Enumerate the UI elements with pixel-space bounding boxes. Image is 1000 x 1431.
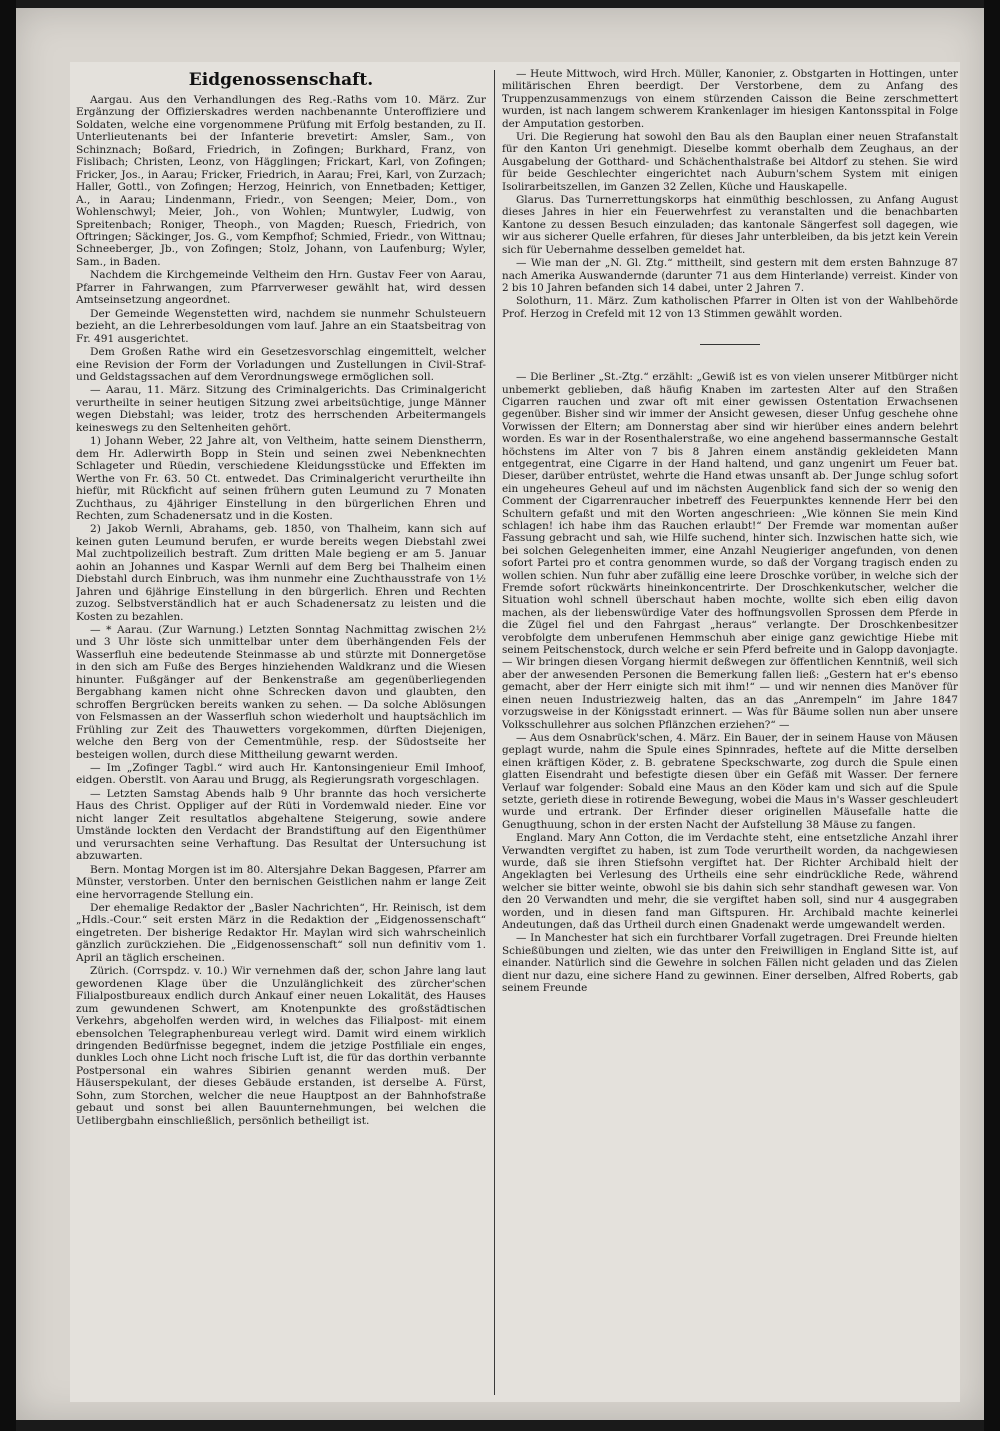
article-paragraph: Zürich. (Corrspdz. v. 10.) Wir vernehmen daß der, schon Jahre lang laut gewordenen Klage über die Unzulänglichkeit des zürcher'schen Filialpostbureaux endlich durch Ankauf einer neuen Lokalität, des Hauses zum gewundenen Schwert, am Knotenpunkte des großstädtischen Verkehrs, abgeholfen werden wird, in welches das Filialpost- mit einem ebensolchen Telegraphenbureau verlegt wird. Damit wird einem wirklich dringenden Bedürfnisse begegnet, indem die jetzige Postfiliale ein enges, dunkles Loch ohne Licht noch frische Luft ist, die für das dorthin verbannte Postpersonal ein wahres Sibirien genannt werden muß. Der Häuserspekulant, der dieses Gebäude erstanden, ist derselbe A. Fürst, Sohn, zum Storchen, welcher die neue Hauptpost an der Bahnhofstraße gebaut und sonst bei allen Bauunternehmungen, bei welchen die Uetlibergbahn einschließlich, persönlich betheiligt ist.: [76, 965, 486, 1127]
article-paragraph: — * Aarau. (Zur Warnung.) Letzten Sonntag Nachmittag zwischen 2½ und 3 Uhr löste sich unmittelbar unter dem überhängenden Fels der Wasserfluh eine bedeutende Steinmasse ab und stürzte mit Donnergetöse in den sich am Fuße des Berges hinziehenden Waldkranz und die Wiesen hinunter. Fußgänger auf der Benkenstraße am gegenüberliegenden Bergabhang kamen nicht ohne Schrecken davon und glaubten, den schroffen Bergrücken bereits wanken zu sehen. — Da solche Ablösungen von Felsmassen an der Wasserfluh schon wiederholt und hauptsächlich im Frühling zur Zeit des Thauwetters vorgekommen, dürften Diejenigen, welche den Berg von der Cementmühle, resp. der Südostseite her besteigen wollen, durch diese Mittheilung gewarnt werden.: [76, 624, 486, 761]
article-paragraph: Uri. Die Regierung hat sowohl den Bau als den Bauplan einer neuen Strafanstalt für den Kanton Uri genehmigt. Dieselbe kommt oberhalb dem Zeughaus, an der Ausgabelung der Gotthard- und Schächenthalstraße bei Altdorf zu stehen. Sie wird für beide Geschlechter eingerichtet nach Auburn'schem System mit einigen Isolirarbeitszellen, im Ganzen 32 Zellen, Küche und Hauskapelle.: [502, 131, 958, 193]
article-paragraph: 1) Johann Weber, 22 Jahre alt, von Veltheim, hatte seinem Dienstherrn, dem Hr. Adlerwirth Bopp in Stein und seinen zwei Nebenknechten Schlageter und Rüedin, verschiedene Kleidungsstücke und Effekten im Werthe von Fr. 63. 50 Ct. entwedet. Das Criminalgericht verurtheilte ihn hiefür, mit Rückficht auf seinen frühern guten Leumund zu 7 Monaten Zuchthaus, zu 4jähriger Einstellung in den bürgerlichen Ehren und Rechten, zum Schadenersatz und in die Kosten.: [76, 435, 486, 522]
article-paragraph: — Die Berliner „St.-Ztg.“ erzählt: „Gewiß ist es von vielen unserer Mitbürger nicht unbemerkt geblieben, daß häufig Knaben im zartesten Alter auf den Straßen Cigarren rauchen und zwar oft mit einer gewissen Ostentation Erwachsenen gegenüber. Bisher sind wir immer der Ansicht gewesen, dieser Unfug geschehe ohne Vorwissen der Eltern; am Donnerstag aber sind wir hierüber eines andern belehrt worden. Es war in der Rosenthalerstraße, wo eine angehend bassermannsche Gestalt höchstens im Alter von 7 bis 8 Jahren einem anständig gekleideten Mann entgegentrat, eine Cigarre in der Hand haltend, und ganz ungenirt um Feuer bat. Dieser, darüber entrüstet, wehrte die Hand etwas unsanft ab. Der Junge schlug sofort ein ungeheures Geheul auf und im nächsten Augenblick fand sich der so wenig den Comment der Cigarrenraucher inbetreff des Feuerpunktes kennende Herr bei den Schultern gefaßt und mit den Worten angeschrieen: „Wie können Sie mein Kind schlagen! ich habe ihm das Rauchen erlaubt!“ Der Fremde war momentan außer Fassung gebracht und sah, wie Hilfe suchend, hinter sich. Inzwischen hatte sich, wie bei solchen Gelegenheiten immer, eine Anzahl Neugieriger angefunden, von denen sofort Partei pro et contra genommen wurde, so daß der Vorgang tragisch enden zu wollen schien. Nun fuhr aber zufällig eine leere Droschke vorüber, in welche sich der Fremde sofort rückwärts hineinkoncentrirte. Der Droschkenkutscher, welcher die Situation wohl schnell überschaut haben mochte, wollte sich eben eilig davon machen, als der liebenswürdige Vater des hoffnungsvollen Sprossen dem Pferde in die Zügel fiel und den Fahrgast „heraus“ verlangte. Der Droschkenbesitzer verobfolgte dem unberufenen Hemmschuh aber einige ganz gewichtige Hiebe mit seinem Peitschenstock, durch welche er sein Pferd befreite und in Galopp davonjagte. — Wir bringen diesen Vorgang hiermit deßwegen zur öffentlichen Kenntniß, weil sich aber der anwesenden Personen die Bemerkung fallen ließ: „Gestern hat er's ebenso gemacht, aber der Herr einigte sich mit ihm!“ — und wir nennen dies Manöver für einen neuen Industriezweig halten, das an das „Anrempeln“ im Jahre 1847 vorzugsweise in der Königsstadt erinnert. — Was für Bäume sollen nun aber unsere Volksschullehrer aus solchen Pflänzchen erziehen?“ —: [502, 371, 958, 731]
article-paragraph: — Wie man der „N. Gl. Ztg.“ mittheilt, sind gestern mit dem ersten Bahnzuge 87 nach Amerika Auswandernde (darunter 71 aus dem Hinterlande) verreist. Kinder von 2 bis 10 Jahren befanden sich 14 dabei, unter 2 Jahren 7.: [502, 257, 958, 294]
article-paragraph: — Heute Mittwoch, wird Hrch. Müller, Kanonier, z. Obstgarten in Hottingen, unter militärischen Ehren beerdigt. Der Verstorbene, dem zu Anfang des Truppenzusammenzugs von einem stürzenden Caisson die Beine zerschmettert wurden, ist nach langem schwerem Krankenlager im hiesigen Kantonsspital in Folge der Amputation gestorben.: [502, 68, 958, 130]
article-paragraph: — Aarau, 11. März. Sitzung des Criminalgerichts. Das Criminalgericht verurtheilte in seiner heutigen Sitzung zwei arbeitsüchtige, junge Männer wegen Diebstahl; was leider, trotz des herrschenden Arbeitermangels keineswegs zu den Seltenheiten gehört.: [76, 384, 486, 434]
column-divider: [494, 70, 495, 1395]
article-paragraph: Glarus. Das Turnerrettungskorps hat einmüthig beschlossen, zu Anfang August dieses Jahres in hier ein Feuerwehrfest zu veranstalten und die benachbarten Kantone zu dessen Besuch einzuladen; das kantonale Sängerfest soll dagegen, wie wir aus sicherer Quelle erfahren, für dieses Jahr unterbleiben, da bis jetzt kein Verein sich für Uebernahme desselben gemeldet hat.: [502, 194, 958, 256]
article-paragraph: 2) Jakob Wernli, Abrahams, geb. 1850, von Thalheim, kann sich auf keinen guten Leumund berufen, er wurde bereits wegen Diebstahl zwei Mal zuchtpolizeilich bestraft. Zum dritten Male begieng er am 5. Januar aohin an Johannes und Kaspar Wernli auf dem Berg bei Thalheim einen Diebstahl durch Einbruch, was ihm nunmehr eine Zuchthausstrafe von 1½ Jahren und 6jährige Einstellung in den bürgerlich. Ehren und Rechten zuzog. Selbstverständlich hat er auch Schadenersatz zu leisten und die Kosten zu bezahlen.: [76, 523, 486, 623]
article-paragraph: Aargau. Aus den Verhandlungen des Reg.-Raths vom 10. März. Zur Ergänzung der Offizierskadres werden nachbenannte Unteroffiziere und Soldaten, welche eine vorgenommene Prüfung mit Erfolg bestanden, zu II. Unterlieutenants bei der Infanterie brevetirt: Amsler, Sam., von Schinznach; Boßard, Friedrich, in Zofingen; Burkhard, Franz, von Fislibach; Christen, Leonz, von Hägglingen; Frickart, Karl, von Zofingen; Fricker, Jos., in Aarau; Fricker, Friedrich, in Aarau; Frei, Karl, von Zurzach; Haller, Gottl., von Zofingen; Herzog, Heinrich, von Ennetbaden; Kettiger, A., in Aarau; Lindenmann, Friedr., von Seengen; Meier, Dom., von Wohlenschwyl; Meier, Joh., von Wohlen; Muntwyler, Ludwig, von Spreitenbach; Roniger, Theoph., von Magden; Ruesch, Friedrich, von Oftringen; Säckinger, Jos. G., vom Kempfhof; Schmied, Friedr., von Wittnau; Schneeberger, Jb., von Zofingen; Stolz, Johann, von Laufenburg; Wyler, Sam., in Baden.: [76, 94, 486, 268]
article-paragraph: Solothurn, 11. März. Zum katholischen Pfarrer in Olten ist von der Wahlbehörde Prof. Herzog in Crefeld mit 12 von 13 Stimmen gewählt worden.: [502, 295, 958, 320]
article-paragraph: Der Gemeinde Wegenstetten wird, nachdem sie nunmehr Schulsteuern bezieht, an die Lehrerbesoldungen vom lauf. Jahre an ein Staatsbeitrag von Fr. 491 ausgerichtet.: [76, 307, 486, 345]
article-paragraph: Bern. Montag Morgen ist im 80. Altersjahre Dekan Baggesen, Pfarrer am Münster, verstorben. Unter den bernischen Geistlichen nahm er lange Zeit eine hervorragende Stellung ein.: [76, 863, 486, 901]
section-separator: [700, 344, 760, 345]
article-paragraph: — Im „Zofinger Tagbl.“ wird auch Hr. Kantonsingenieur Emil Imhoof, eidgen. Oberstlt. von Aarau und Brugg, als Regierungsrath vorgeschlagen.: [76, 762, 486, 787]
article-paragraph: England. Mary Ann Cotton, die im Verdachte steht, eine entsetzliche Anzahl ihrer Verwandten vergiftet zu haben, ist zum Tode verurtheilt worden, da nachgewiesen wurde, daß sie ihren Stiefsohn vergiftet hat. Der Richter Archibald hielt der Angeklagten bei Verlesung des Urtheils eine sehr eindrückliche Rede, während welcher sie bitter weinte, obwohl sie bis dahin sich sehr standhaft gewesen war. Von den 20 Verwandten und mehr, die sie vergiftet haben soll, sind nur 4 ausgegraben worden, und in diesen fand man Giftspuren. Hr. Archibald machte keinerlei Andeutungen, daß das Urtheil durch einen Gnadenakt werde umgewandelt werden.: [502, 832, 958, 931]
right-column: [502, 68, 958, 1398]
article-paragraph: Dem Großen Rathe wird ein Gesetzesvorschlag eingemittelt, welcher eine Revision der Form der Vorladungen und Zustellungen in Civil-Straf- und Geldstagssachen auf dem Verordnungswege ermöglichen soll.: [76, 346, 486, 383]
left-scan-edge: [0, 0, 16, 1431]
left-column: [76, 68, 486, 1398]
right-scan-edge: [984, 0, 1000, 1431]
section-title: Eidgenossenschaft.: [188, 70, 374, 90]
article-paragraph: Nachdem die Kirchgemeinde Veltheim den Hrn. Gustav Feer von Aarau, Pfarrer in Fahrwangen, zum Pfarrverweser gewählt hat, wird dessen Amtseinsetzung angeordnet.: [76, 269, 486, 307]
article-paragraph: Der ehemalige Redaktor der „Basler Nachrichten“, Hr. Reinisch, ist dem „Hdls.-Cour.“ seit ersten März in die Redaktion der „Eidgenossenschaft“ eingetreten. Der bisherige Redaktor Hr. Maylan wird sich wahrscheinlich gänzlich zurückziehen. Die „Eidgenossenschaft“ soll nun definitiv vom 1. April an täglich erscheinen.: [76, 902, 486, 964]
article-paragraph: — Letzten Samstag Abends halb 9 Uhr brannte das hoch versicherte Haus des Christ. Oppliger auf der Rüti in Vordemwald nieder. Eine vor nicht langer Zeit resultatlos abgehaltene Steigerung, sowie andere Umstände lockten den Verdacht der Brandstiftung auf den Eigenthümer und verursachten seine Verhaftung. Das Resultat der Untersuchung ist abzuwarten.: [76, 787, 486, 863]
article-paragraph: — Aus dem Osnabrück'schen, 4. März. Ein Bauer, der in seinem Hause von Mäusen geplagt wurde, nahm die Spule eines Spinnrades, heftete auf die Mitte derselben einen kräftigen Köder, z. B. gebratene Speckschwarte, zog durch die Spule einen glatten Eisendraht und befestigte diesen über ein Gefäß mit Wasser. Der fernere Verlauf war folgender: Sobald eine Maus an den Köder kam und sich auf die Spule setzte, gerieth diese in rotirende Bewegung, wobei die Maus in's Wasser geschleudert wurde und ertrank. Der Erfinder dieser originellen Mäusefalle hatte die Genugthuung, schon in der ersten Nacht der Aufstellung 38 Mäuse zu fangen.: [502, 731, 958, 831]
article-paragraph: — In Manchester hat sich ein furchtbarer Vorfall zugetragen. Drei Freunde hielten Schießübungen und zielten, wie das unter den Freiwilligen in England Sitte ist, auf einander. Natürlich sind die Gewehre in solchen Fällen nicht geladen und das Zielen dient nur dazu, eine sichere Hand zu gewinnen. Einer derselben, Alfred Roberts, gab seinem Freunde: [502, 932, 958, 995]
